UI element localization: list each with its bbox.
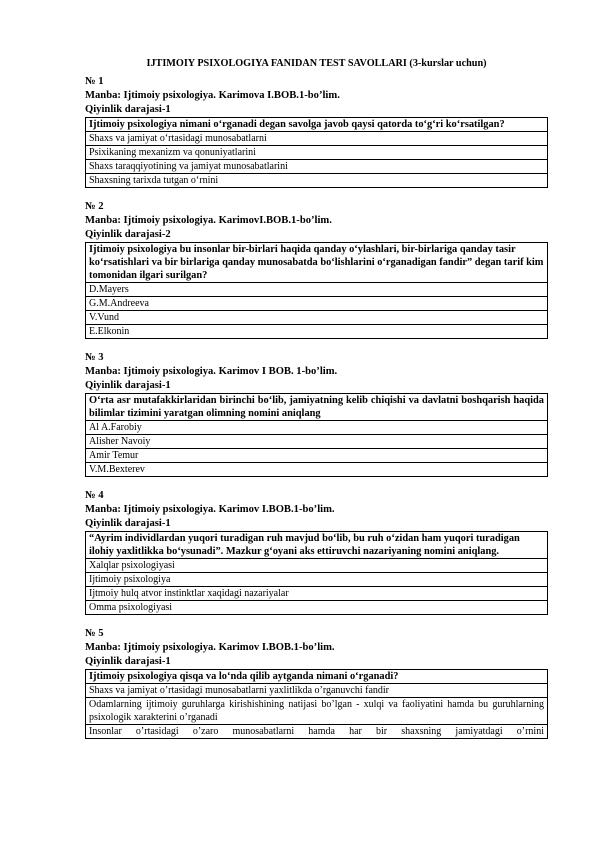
question-table (85, 531, 548, 615)
question-difficulty: Qiyinlik darajasi-1 (85, 104, 171, 115)
question-difficulty: Qiyinlik darajasi-1 (85, 518, 171, 529)
question-table (85, 669, 548, 739)
question-source: Manba: Ijtimoiy psixologiya. Karimov I.BOB.1-bo’lim. (85, 642, 335, 653)
question-table (85, 393, 548, 477)
question-difficulty: Qiyinlik darajasi-1 (85, 656, 171, 667)
answer-option: Omma psixologiyasi (86, 601, 548, 615)
answer-option: Psixikaning mexanizm va qonuniyatlarini (86, 146, 548, 160)
answer-option: Ijtmoiy hulq atvor instinktlar xaqidagi nazariyalar (86, 587, 548, 601)
answer-option: D.Mayers (86, 283, 548, 297)
question-source: Manba: Ijtimoiy psixologiya. Karimov I.BOB.1-bo’lim. (85, 504, 335, 515)
answer-option: Ijtimoiy psixologiya (86, 573, 548, 587)
question-number: № 5 (85, 628, 104, 639)
question-source: Manba: Ijtimoiy psixologiya. KarimovI.BOB.1-bo’lim. (85, 215, 332, 226)
answer-option: E.Elkonin (86, 325, 548, 339)
answer-option: Odamlarning ijtimoiy guruhlarga kirishishining natijasi bo’lgan - xulqi va faoliyatini hamda bu guruhlarning psixologik xarakterini o’rganadi (86, 698, 548, 725)
question-source: Manba: Ijtimoiy psixologiya. Karimov I BOB. 1-bo’lim. (85, 366, 338, 377)
answer-option: Shaxs va jamiyat o‘rtasidagi munosabatlarni (86, 132, 548, 146)
question-block (85, 75, 548, 188)
question-difficulty: Qiyinlik darajasi-1 (85, 380, 171, 391)
question-block (85, 627, 548, 739)
document-page (85, 57, 548, 751)
question-number: № 2 (85, 201, 104, 212)
answer-option: Al A.Farobiy (86, 421, 548, 435)
answer-option: Shaxsning tarixda tutgan o‘rnini (86, 174, 548, 188)
question-table (85, 242, 548, 339)
answer-option: V.Vund (86, 311, 548, 325)
question-text: Ijtimoiy psixologiya qisqa va lo‘nda qilib aytganda nimani o‘rganadi? (86, 670, 548, 684)
document-title: IJTIMOIY PSIXOLOGIYA FANIDAN TEST SAVOLLARI (3-kurslar uchun) (146, 58, 487, 69)
answer-option: V.M.Bexterev (86, 463, 548, 477)
question-text: O‘rta asr mutafakkirlaridan birinchi bo‘lib, jamiyatning kelib chiqishi va davlatni boshqarish haqida bilimlar tizimini yaratgan olimning nomini aniqlang (86, 394, 548, 421)
question-block (85, 351, 548, 477)
question-number: № 4 (85, 490, 104, 501)
question-number: № 1 (85, 76, 104, 87)
answer-option-text: Insonlar o’rtasidagi o’zaro munosabatlarni hamda har bir shaxsning jamiyatdagi o’rnini (89, 726, 544, 737)
question-text: Ijtimoiy psixologiya nimani o‘rganadi degan savolga javob qaysi qatorda to‘g‘ri ko‘rsatilgan? (86, 118, 548, 132)
question-table (85, 117, 548, 188)
answer-option: Shaxs va jamiyat o’rtasidagi munosabatlarni yaxlitlikda o’rganuvchi fandir (86, 684, 548, 698)
question-block (85, 489, 548, 615)
answer-option: Amir Temur (86, 449, 548, 463)
answer-option: Xalqlar psixologiyasi (86, 559, 548, 573)
question-block (85, 200, 548, 339)
answer-option (86, 725, 548, 739)
question-text: “Ayrim individlardan yuqori turadigan ruh mavjud bo‘lib, bu ruh o‘zidan ham yuqori turadigan ilohiy yaxlitlikka bo‘ysunadi”. Mazkur g‘oyani aks ettiruvchi nazariyaning nomini aniqlang. (86, 532, 548, 559)
question-text: Ijtimoiy psixologiya bu insonlar bir-birlari haqida qanday o‘ylashlari, bir-birlariga qanday tasir ko‘rsatishlari va bir birlariga qanday munosabatda bo‘lishlarini o‘rganadigan fandir” degan tarif kim tomonidan ilgari surilgan? (86, 243, 548, 283)
answer-option: Alisher Navoiy (86, 435, 548, 449)
answer-option: G.M.Andreeva (86, 297, 548, 311)
question-number: № 3 (85, 352, 104, 363)
answer-option: Shaxs taraqqiyotining va jamiyat munosabatlarini (86, 160, 548, 174)
question-source: Manba: Ijtimoiy psixologiya. Karimova I.BOB.1-bo’lim. (85, 90, 340, 101)
question-difficulty: Qiyinlik darajasi-2 (85, 229, 171, 240)
